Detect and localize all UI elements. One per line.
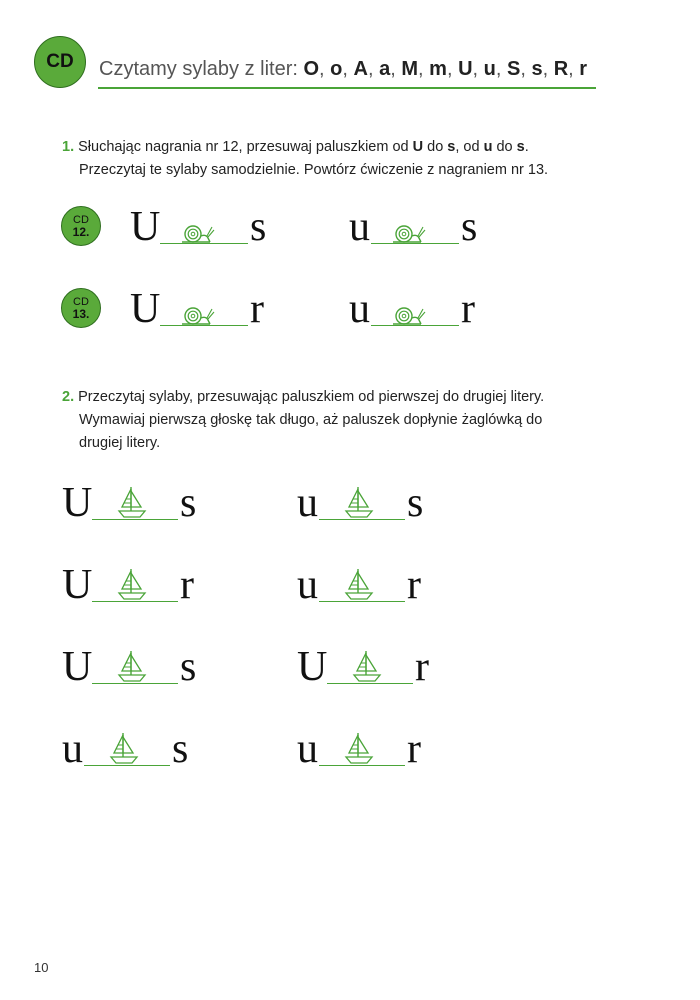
instruction-text: Przeczytaj sylaby, przesuwając paluszkiem od pierwszej do drugiej litery. <box>78 389 545 405</box>
cd-track-number: 13. <box>72 307 90 321</box>
cd-label: CD <box>73 214 89 226</box>
title-letter: M <box>401 58 419 80</box>
cd-track-number: 12. <box>72 225 90 239</box>
first-letter: u <box>349 286 370 332</box>
title-separator: , <box>418 58 430 80</box>
title-separator: , <box>495 58 507 80</box>
title-letter: o <box>330 58 343 80</box>
title-separator: , <box>542 58 554 80</box>
exercise-2-instructions <box>62 386 544 455</box>
title-letter: u <box>483 58 496 80</box>
instruction-letter: u <box>483 139 493 155</box>
first-letter: U <box>297 644 328 690</box>
first-letter: U <box>62 644 93 690</box>
first-letter: u <box>297 726 318 772</box>
first-letter: U <box>130 286 161 332</box>
title-letter: m <box>429 58 447 80</box>
instruction-text: do <box>492 139 517 155</box>
second-letter: r <box>407 562 421 608</box>
cd-track-icon <box>61 206 101 246</box>
syllable-item <box>62 718 262 778</box>
title-separator: , <box>390 58 402 80</box>
first-letter: U <box>62 480 93 526</box>
second-letter: r <box>250 286 264 332</box>
syllable-item <box>130 196 330 256</box>
syllable-item <box>349 278 549 338</box>
title-separator: , <box>342 58 354 80</box>
syllable-item <box>130 278 330 338</box>
syllable-item <box>349 196 549 256</box>
instruction-text: do <box>423 139 448 155</box>
title-letter: a <box>379 58 391 80</box>
snail-icon <box>391 222 427 244</box>
first-letter: u <box>349 204 370 250</box>
page-title <box>99 58 587 81</box>
second-letter: s <box>172 726 189 772</box>
sailboat-icon <box>344 731 374 765</box>
syllable-item <box>62 636 262 696</box>
syllable-item <box>62 554 262 614</box>
title-letter: A <box>353 58 368 80</box>
title-underline <box>98 87 596 89</box>
instruction-text: . <box>524 139 529 155</box>
exercise-1-instructions <box>62 136 548 182</box>
first-letter: U <box>62 562 93 608</box>
syllable-item <box>297 636 497 696</box>
title-letter: O <box>303 58 320 80</box>
syllable-item <box>297 718 497 778</box>
title-separator: , <box>472 58 484 80</box>
cd-label: CD <box>73 296 89 308</box>
cd-track-icon <box>61 288 101 328</box>
title-prefix: Czytamy sylaby z liter: <box>99 58 304 80</box>
title-letters <box>303 58 587 80</box>
snail-icon <box>180 304 216 326</box>
second-letter: r <box>180 562 194 608</box>
cd-icon <box>34 36 86 88</box>
snail-icon <box>180 222 216 244</box>
first-letter: u <box>297 562 318 608</box>
sailboat-icon <box>117 649 147 683</box>
instruction-letter: s <box>516 139 525 155</box>
sailboat-icon <box>344 485 374 519</box>
instruction-text: drugiej litery. <box>79 435 161 451</box>
second-letter: s <box>407 480 424 526</box>
exercise-number: 2. <box>62 389 75 405</box>
sailboat-icon <box>117 567 147 601</box>
first-letter: U <box>130 204 161 250</box>
title-letter: S <box>506 58 521 80</box>
title-letter: r <box>579 58 588 80</box>
snail-icon <box>391 304 427 326</box>
page-number: 10 <box>34 960 49 975</box>
cd-badge-label: CD <box>46 51 74 72</box>
title-separator: , <box>367 58 380 80</box>
sailboat-icon <box>352 649 382 683</box>
second-letter: r <box>415 644 429 690</box>
syllable-item <box>297 554 497 614</box>
sailboat-icon <box>117 485 147 519</box>
title-separator: , <box>446 58 459 80</box>
second-letter: s <box>461 204 478 250</box>
syllable-item <box>62 472 262 532</box>
first-letter: u <box>297 480 318 526</box>
first-letter: u <box>62 726 83 772</box>
instruction-text: Słuchając nagrania nr 12, przesuwaj paluszkiem od <box>78 139 413 155</box>
second-letter: s <box>250 204 267 250</box>
instruction-text: , od <box>455 139 484 155</box>
instruction-text: Wymawiaj pierwszą głoskę tak długo, aż paluszek dopłynie żaglówką do <box>79 412 543 428</box>
title-separator: , <box>568 58 580 80</box>
second-letter: r <box>461 286 475 332</box>
sailboat-icon <box>344 567 374 601</box>
title-letter: R <box>553 58 569 80</box>
sailboat-icon <box>109 731 139 765</box>
instruction-letter: s <box>447 139 456 155</box>
title-separator: , <box>520 58 532 80</box>
second-letter: s <box>180 480 197 526</box>
title-separator: , <box>319 58 331 80</box>
title-letter: s <box>531 58 543 80</box>
title-letter: U <box>458 58 473 80</box>
second-letter: r <box>407 726 421 772</box>
instruction-text: Przeczytaj te sylaby samodzielnie. Powtórz ćwiczenie z nagraniem nr 13. <box>79 162 549 178</box>
instruction-letter: U <box>412 139 424 155</box>
syllable-item <box>297 472 497 532</box>
exercise-number: 1. <box>62 139 75 155</box>
second-letter: s <box>180 644 197 690</box>
